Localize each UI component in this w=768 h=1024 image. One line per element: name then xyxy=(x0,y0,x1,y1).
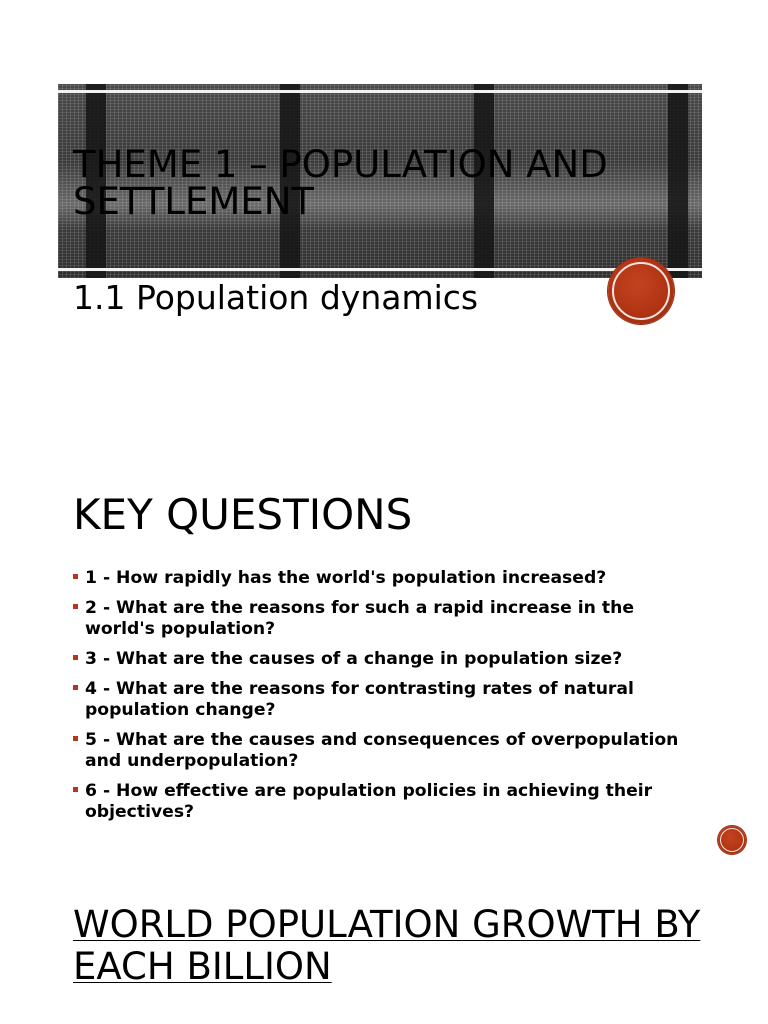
question-text: 3 - What are the causes of a change in population size? xyxy=(85,649,623,669)
question-text: 5 - What are the causes and consequences of overpopulation and underpopulation? xyxy=(85,730,679,771)
bullet-icon xyxy=(73,736,78,741)
key-questions-heading: KEY QUESTIONS xyxy=(73,490,413,539)
question-text: 1 - How rapidly has the world's population increased? xyxy=(85,568,607,588)
slide-title: THEME 1 – POPULATION AND SETTLEMENT xyxy=(73,143,608,223)
bullet-icon xyxy=(73,655,78,660)
title-slide xyxy=(0,0,768,450)
question-text: 4 - What are the reasons for contrasting rates of natural population change? xyxy=(85,679,634,720)
key-questions-list xyxy=(73,568,703,832)
question-text: 6 - How effective are population policies in achieving their objectives? xyxy=(85,781,653,822)
bullet-icon xyxy=(73,787,78,792)
world-population-heading: WORLD POPULATION GROWTH BY EACH BILLION xyxy=(73,903,701,988)
bullet-icon xyxy=(73,685,78,690)
list-item xyxy=(73,679,703,721)
decorative-circle-icon xyxy=(608,258,674,324)
banner-top-line xyxy=(58,90,702,93)
decorative-circle-icon xyxy=(718,826,746,854)
list-item xyxy=(73,568,703,589)
slide-subtitle: 1.1 Population dynamics xyxy=(73,278,479,317)
list-item xyxy=(73,649,703,670)
bullet-icon xyxy=(73,604,78,609)
list-item xyxy=(73,598,703,640)
list-item xyxy=(73,730,703,772)
question-text: 2 - What are the reasons for such a rapid increase in the world's population? xyxy=(85,598,634,639)
bullet-icon xyxy=(73,574,78,579)
banner-bottom-line xyxy=(58,268,702,271)
list-item xyxy=(73,781,703,823)
